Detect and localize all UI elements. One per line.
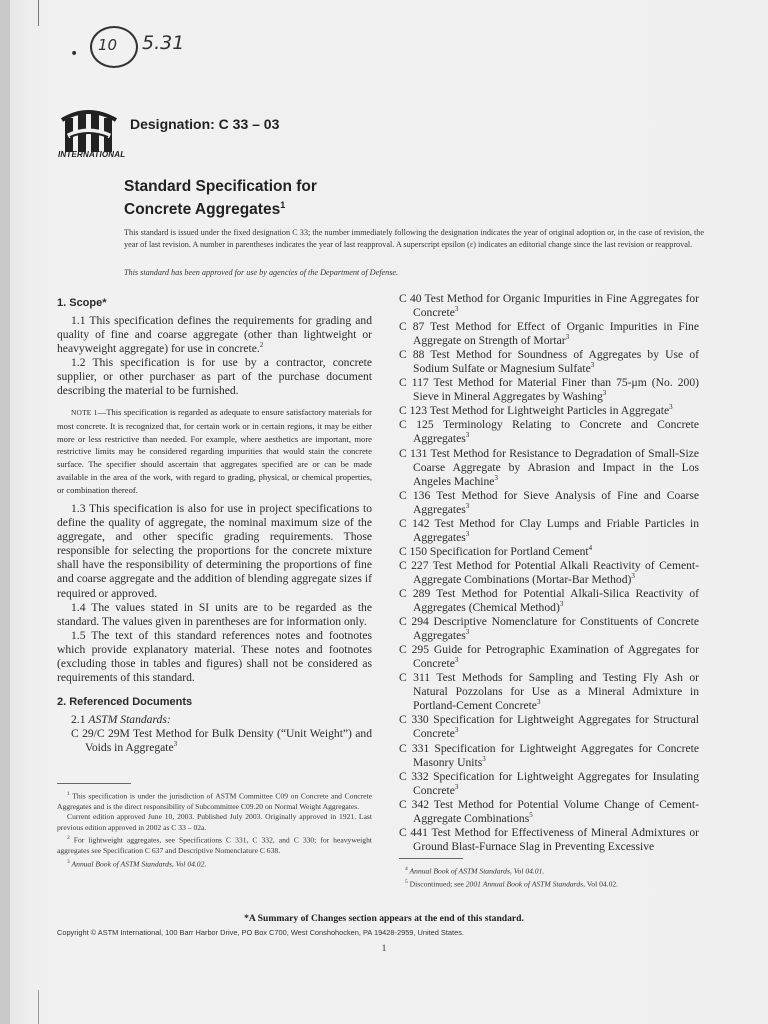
reference-item	[399, 671, 699, 713]
handwritten-circled-number: 10	[98, 36, 118, 54]
paragraph-2-1	[57, 713, 372, 727]
approval-note: This standard has been approved for use by agencies of the Department of Defense.	[124, 268, 399, 277]
reference-text: C 441 Test Method for Effectiveness of Mineral Admixtures or Ground Blast-Furnace Slag in Preventing Excessive	[399, 825, 699, 853]
footnote-2	[57, 833, 372, 856]
reference-text: C 289 Test Method for Potential Alkali-Silica Reactivity of Aggregates (Chemical Method)	[399, 586, 699, 615]
logo-wordmark: INTERNATIONAL	[58, 150, 126, 159]
reference-text: C 311 Test Methods for Sampling and Testing Fly Ash or Natural Pozzolans for Use as a Mineral Admixture in Portland-Cement Concrete	[399, 671, 699, 713]
title-line-2	[124, 196, 317, 219]
footnote-number: 5	[405, 878, 408, 885]
footnote-marker: 3	[465, 529, 470, 538]
designation: Designation: C 33 – 03	[130, 116, 280, 132]
reference-item	[399, 348, 699, 376]
footnote-marker: 2	[259, 341, 264, 350]
footnote-marker: 3	[454, 305, 459, 314]
footnote-marker: 3	[536, 698, 541, 707]
note-label: NOTE 1	[71, 408, 98, 418]
right-column-reference-list	[399, 292, 699, 854]
page-number: 1	[381, 944, 387, 954]
paragraph-subheading: ASTM Standards:	[88, 712, 171, 726]
reference-text: C 342 Test Method for Potential Volume Change of Cement-Aggregate Combinations	[399, 797, 699, 825]
paragraph-1-5: 1.5 The text of this standard references notes and footnotes which provide explanatory material. These notes and footnotes (excluding those in tables and figures) shall not be considered as requirements of this standard.	[57, 628, 372, 684]
footnote-marker: 4	[588, 543, 593, 552]
footnote-marker: 3	[465, 431, 470, 440]
footnote-1-edition: Current edition approved June 10, 2003. Published July 2003. Originally approved in 1921. Last previous edition approved in 2002 as C 33 – 02a.	[57, 812, 372, 832]
reference-item	[399, 404, 699, 418]
footnote-text: This specification is under the jurisdiction of ASTM Committee C09 on Concrete and Concrete Aggregates and is the direct responsibility of Subcommittee C09.20 on Normal Weight Aggregates.	[57, 791, 372, 811]
footnote-marker: 3	[602, 389, 607, 398]
footnote-text: Annual Book of ASTM Standards, Vol 04.02.	[69, 859, 207, 869]
reference-item	[399, 798, 699, 826]
footnote-number: 3	[67, 858, 70, 865]
footnote-marker: 3	[465, 628, 470, 637]
paragraph-number: 2.1	[71, 712, 89, 726]
handwritten-dot: •	[70, 46, 79, 62]
paragraph-1-1	[57, 314, 372, 356]
reference-text: C 331 Specification for Lightweight Aggregates for Concrete Masonry Units	[399, 741, 699, 769]
note-1	[57, 406, 372, 496]
reference-text: C 227 Test Method for Potential Alkali Reactivity of Cement-Aggregate Combinations (Mortar-Bar Method)	[399, 558, 699, 586]
reference-item	[399, 643, 699, 671]
footnote-marker: 3	[482, 754, 486, 763]
footnote-marker: 3	[669, 403, 673, 412]
section-heading-referenced-documents: 2. Referenced Documents	[57, 695, 193, 708]
reference-text: C 88 Test Method for Soundness of Aggregates by Use of Sodium Sulfate or Magnesium Sulfate	[399, 348, 699, 376]
reference-item	[399, 826, 699, 854]
footnote-text: For lightweight aggregates, see Specifications C 331, C 332, and C 330; for heavyweight aggregates see Specification C 637 and Descriptive Nomenclature C 638.	[57, 835, 372, 856]
reference-text: C 123 Test Method for Lightweight Particles in Aggregate	[399, 404, 670, 418]
footnote-3	[57, 857, 372, 870]
reference-text: C 330 Specification for Lightweight Aggregates for Structural Concrete	[399, 713, 699, 741]
reference-text: C 87 Test Method for Effect of Organic Impurities in Fine Aggregate on Strength of Mortar	[399, 320, 699, 348]
reference-item	[399, 292, 699, 320]
reference-item	[399, 742, 699, 770]
footnote-text: Discontinued; see	[407, 879, 466, 889]
paragraph-1-2: 1.2 This specification is for use by a contractor, concrete supplier, or other purchaser as part of the purchase document describing the material to be furnished.	[57, 356, 372, 398]
footnote-number: 4	[405, 866, 408, 872]
footnote-marker: 3	[465, 501, 470, 510]
footnote-text-italic: 2001 Annual Book of ASTM Standards	[465, 879, 584, 889]
footnotes-left	[57, 789, 372, 869]
reference-item	[399, 713, 699, 741]
footnote-number: 1	[67, 791, 70, 797]
footnote-marker: 3	[590, 361, 595, 370]
reference-item	[57, 727, 372, 755]
footnote-number: 2	[67, 835, 70, 842]
copyright-line: Copyright © ASTM International, 100 Barr Harbor Drive, PO Box C700, West Conshohocken, PA 19428-2959, United States.	[57, 928, 464, 937]
reference-text: C 150 Specification for Portland Cement	[399, 544, 589, 558]
reference-item	[399, 770, 699, 798]
reference-text: C 29/C 29M Test Method for Bulk Density (“Unit Weight”) and Voids in Aggregate	[71, 726, 372, 754]
handwritten-annotation	[60, 24, 200, 70]
footnote-1	[57, 789, 372, 812]
footnote-marker: 3	[454, 726, 459, 735]
reference-text: C 294 Descriptive Nomenclature for Constituents of Concrete Aggregates	[399, 615, 699, 643]
title-line-1: Standard Specification for	[124, 178, 317, 195]
reference-item	[399, 559, 699, 587]
footnotes-right	[399, 864, 699, 890]
paragraph-1-4: 1.4 The values stated in SI units are to be regarded as the standard. The values given in parentheses are for information only.	[57, 600, 372, 628]
footnote-marker: 3	[559, 600, 564, 609]
title-footnote-marker: 1	[280, 200, 286, 210]
reference-text: C 332 Specification for Lightweight Aggregates for Insulating Concrete	[399, 769, 699, 797]
footnote-marker: 3	[454, 782, 459, 791]
reference-item	[399, 376, 699, 404]
page-title	[124, 178, 317, 219]
summary-notice: *A Summary of Changes section appears at the end of this standard.	[244, 913, 524, 924]
footnote-text: , Vol 04.02.	[583, 879, 619, 889]
paragraph-text: 1.1 This specification defines the requirements for grading and quality of fine and coarse aggregate (other than lightweight or heavyweight aggregate) for use in concrete.	[57, 314, 372, 356]
reference-item	[399, 418, 699, 446]
footnote-5	[399, 877, 699, 890]
scan-edge-line	[38, 0, 39, 26]
reference-item	[399, 517, 699, 545]
handwritten-value: 5.31	[142, 32, 185, 54]
scan-edge-line	[38, 990, 39, 1024]
reference-item	[399, 587, 699, 615]
reference-item	[399, 545, 699, 559]
reference-item	[399, 489, 699, 517]
left-column	[57, 290, 372, 755]
paragraph-1-3: 1.3 This specification is also for use in project specifications to define the quality of aggregate, the nominal maximum size of the aggregate, and other specific grading requirements. Those responsible for selecting the proportions for the concrete mixture shall have the responsibility of determining the proportions of fine and coarse aggregate and the addition of blending aggregate sizes if required or approved.	[57, 502, 372, 600]
footnote-marker: 3	[631, 572, 635, 581]
reference-text: C 136 Test Method for Sieve Analysis of Fine and Coarse Aggregates	[399, 488, 699, 516]
footnote-4	[399, 864, 699, 877]
footnote-marker: 3	[494, 473, 498, 482]
reference-text: C 142 Test Method for Clay Lumps and Friable Particles in Aggregates	[399, 516, 699, 544]
reference-item	[399, 320, 699, 348]
title-text: Concrete Aggregates	[124, 201, 281, 219]
reference-item	[399, 447, 699, 489]
footnote-marker: 3	[454, 656, 459, 665]
reference-text: C 125 Terminology Relating to Concrete and Concrete Aggregates	[399, 418, 699, 446]
footnote-text: Annual Book of ASTM Standards, Vol 04.01.	[407, 866, 545, 876]
reference-item	[399, 615, 699, 643]
reference-text: C 40 Test Method for Organic Impurities in Fine Aggregates for Concrete	[399, 292, 699, 320]
issuance-note: This standard is issued under the fixed designation C 33; the number immediately following the designation indicates the year of original adoption or, in the case of revision, the year of last revision. A number in parentheses indicates the year of last reapproval. A superscript epsilon (ε) indicates an editorial change since the last revision or reapproval.	[124, 228, 704, 249]
scan-edge	[0, 0, 10, 1024]
reference-text: C 131 Test Method for Resistance to Degradation of Small-Size Coarse Aggregate by Abrasion and Impact in the Los Angeles Machine	[399, 446, 699, 488]
reference-text: C 117 Test Method for Material Finer than 75-μm (No. 200) Sieve in Mineral Aggregates by Washing	[399, 376, 699, 404]
reference-text: C 295 Guide for Petrographic Examination of Aggregates for Concrete	[399, 643, 699, 671]
footnote-rule	[399, 858, 463, 859]
note-text: —This specification is regarded as adequate to ensure satisfactory materials for most concrete. It is recognized that, for certain work or in certain regions, it may be either more or less restrictive than needed. For example, where aesthetics are important, more restrictive limits may be considered regarding impurities that would stain the concrete surface. The specifier should ascertain that aggregates specified are or can be made available in the area of the work, with regard to grading, physical, or chemical properties, or combination thereof.	[57, 407, 372, 495]
footnote-rule	[57, 783, 131, 784]
section-heading-scope: 1. Scope*	[57, 297, 107, 309]
footnote-marker: 3	[565, 333, 570, 342]
footnote-marker: 5	[529, 810, 533, 819]
footnote-marker: 3	[173, 740, 178, 749]
